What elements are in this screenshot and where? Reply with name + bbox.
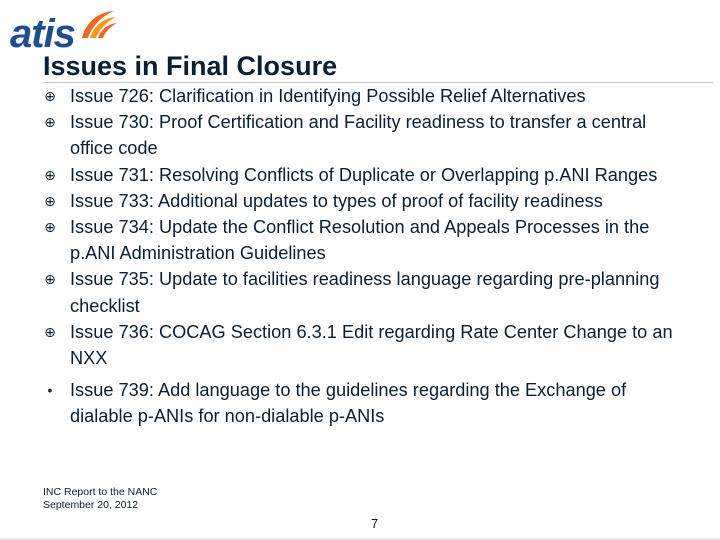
bullet-icon: ⊕ (44, 114, 56, 131)
footer-date: September 20, 2012 (43, 499, 139, 511)
list-item (40, 377, 680, 429)
issues-list (40, 83, 680, 430)
issue-text: Issue 731: Resolving Conflicts of Duplicate or Overlapping p.ANI Ranges (70, 164, 658, 185)
bullet-icon: ⊕ (44, 88, 56, 104)
issue-text: Issue 730: Proof Certification and Facility readiness to transfer a central office code (70, 112, 647, 159)
issue-text: Issue 736: COCAG Section 6.3.1 Edit regarding Rate Center Change to an NXX (70, 321, 673, 369)
issue-text: Issue 734: Update the Conflict Resolution and Appeals Processes in the p.ANI Administration Guidelines (70, 217, 650, 264)
page-number: 7 (371, 516, 379, 531)
logo-swoosh-icon (76, 8, 118, 40)
list-item (40, 214, 680, 266)
issue-text: Issue 726: Clarification in Identifying Possible Relief Alternatives (70, 86, 586, 106)
list-item (40, 188, 680, 214)
list-item (40, 319, 680, 371)
bullet-icon: ⊕ (44, 192, 56, 209)
list-item (40, 162, 680, 188)
slide-title: Issues in Final Closure (43, 51, 338, 81)
bullet-icon: • (47, 382, 53, 399)
bullet-icon: ⊕ (44, 166, 56, 183)
bullet-icon: ⊕ (44, 271, 56, 288)
list-item (40, 266, 680, 318)
logo-text: atis (10, 12, 75, 56)
bullet-icon: ⊕ (44, 323, 56, 340)
bullet-icon: ⊕ (44, 219, 56, 236)
issue-text: Issue 735: Update to facilities readiness language regarding pre-planning checklist (70, 269, 660, 316)
list-item (40, 109, 680, 161)
atis-logo (10, 8, 110, 56)
footer (43, 486, 157, 512)
footer-report-name: INC Report to the NANC (43, 486, 158, 498)
list-item (40, 83, 680, 109)
issue-text: Issue 733: Additional updates to types of proof of facility readiness (70, 190, 603, 211)
issue-text: Issue 739: Add language to the guidelines regarding the Exchange of dialable p-ANIs for non-dialable p-ANIs (70, 380, 627, 427)
